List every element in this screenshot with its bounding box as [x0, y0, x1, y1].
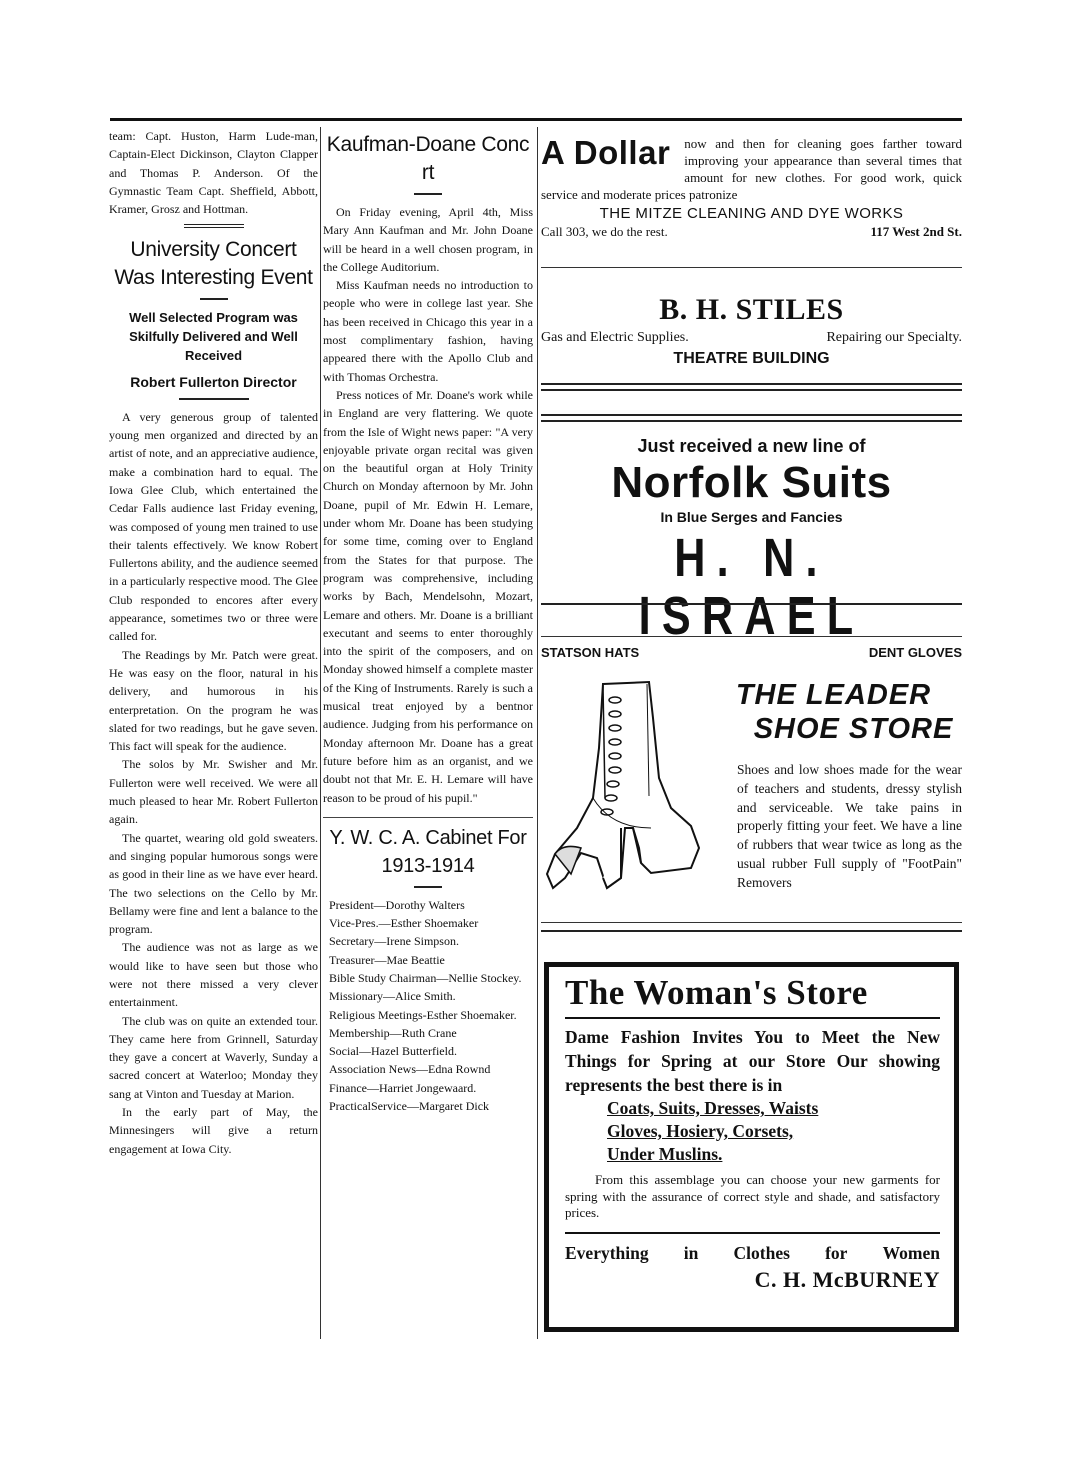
- ad-leader-shoe-store: [541, 678, 962, 908]
- divider: [179, 398, 249, 400]
- column-university-concert: [109, 127, 318, 1158]
- divider: [414, 886, 442, 888]
- column-rule: [320, 127, 321, 1339]
- headline-ywca-cabinet: Y. W. C. A. Cabinet For 1913-1914: [329, 826, 527, 877]
- tagline-word: for: [825, 1242, 848, 1263]
- page-top-rule: [110, 118, 962, 121]
- cabinet-member: Missionary—Alice Smith.: [329, 989, 456, 1004]
- cabinet-member: Vice-Pres.—Esther Shoemaker: [329, 916, 479, 931]
- ad-leader-title: [705, 678, 962, 746]
- ad-israel-norfolk: [541, 436, 962, 660]
- divider: [323, 817, 533, 818]
- ad-stiles-repairing: Repairing our Specialty.: [826, 330, 962, 345]
- ad-womans-store-intro: Dame Fashion Invites You to Meet the New Things for Spring at our Store Our showing represents the best there is in: [565, 1027, 940, 1095]
- ad-norfolk-headline: Norfolk Suits: [611, 458, 892, 507]
- ad-separator: [541, 922, 962, 923]
- ad-stiles-name: B. H. STILES: [659, 293, 844, 326]
- ad-dollar-phone: Call 303, we do the rest.: [541, 224, 668, 239]
- ad-stiles-row: [541, 330, 962, 346]
- ad-dollar-text: now and then for cleaning goes farther toward improving your appearance than several times that amount for new clothes. For good work, quick service and moderate prices patronize: [541, 136, 962, 202]
- tagline-word: in: [683, 1242, 699, 1263]
- cabinet-member: Social—Hazel Butterfield.: [329, 1044, 457, 1059]
- subheadline-program: Well Selected Program was Skilfully Delivered and Well Received: [129, 310, 298, 364]
- cabinet-member: Secretary—Irene Simpson.: [329, 934, 459, 949]
- headline-university-concert: University Concert Was Interesting Event: [114, 238, 313, 290]
- ad-norfolk-hats: STATSON HATS: [541, 645, 640, 660]
- article-paragraph: The Readings by Mr. Patch were great. He was easy on the floor, natural in his delivery, and humorous in his enterpretation. On the program he was slated for two readings, but he gave seven. This fact will speak for the audience.: [109, 647, 318, 754]
- tagline-word: Clothes: [733, 1242, 790, 1263]
- ad-womans-store-items: [607, 1097, 940, 1166]
- ad-leader-text: Shoes and low shoes made for the wear of teachers and students, dressy stylish and serviceable. We take pains in properly fitting your feet. We have a line of rubbers that wear twice as long as the usual rubber Full supply of "FootPain" Removers: [737, 762, 962, 890]
- divider: [184, 224, 244, 228]
- divider: [200, 298, 228, 300]
- divider: [565, 1017, 940, 1019]
- cabinet-member: Religious Meetings-Esther Shoemaker.: [329, 1007, 517, 1022]
- article-paragraph: The club was on quite an extended tour. They came here from Grinnell, Saturday they gave a concert at Waverly, Sunday a sacred concert at Waterloo; Monday they sang at Vinton and Tuesday at Marion.: [109, 1013, 318, 1101]
- column-rule: [537, 127, 538, 1339]
- subheadline-director: Robert Fullerton Director: [130, 374, 297, 391]
- boot-illustration: [541, 678, 701, 898]
- article-paragraph: A very generous group of talented young men organized and directed by an artist of note, and an appreciative audience, make a combination hard to equal. The Iowa Glee Club, which entertained the Cedar Falls audience last Friday evening, was composed of young men trained to use their talents effectively. We know Robert Fullertons ability, and the audience seemed in a particularly respective mood. The Glee Club responded to encores after every appearance, sometimes two or three were called for.: [109, 409, 318, 644]
- divider: [565, 1232, 940, 1234]
- ad-womans-store: [544, 962, 959, 1332]
- ad-israel-name: H. N. ISRAEL: [638, 528, 865, 646]
- ad-separator: [541, 267, 962, 268]
- ad-dollar-address: 117 West 2nd St.: [870, 224, 962, 239]
- ad-separator: [541, 636, 962, 637]
- cabinet-member: Bible Study Chairman—Nellie Stockey.: [329, 970, 522, 985]
- ad-separator: [541, 603, 962, 605]
- ad-separator: [541, 414, 962, 416]
- ad-dollar-headline: A Dollar: [541, 134, 671, 171]
- tagline-word: Women: [882, 1242, 940, 1263]
- ad-womans-store-owner: C. H. McBURNEY: [754, 1266, 940, 1292]
- ad-dollar-footer: [541, 224, 962, 240]
- ad-stiles-building: THEATRE BUILDING: [673, 350, 830, 367]
- article-paragraph: The solos by Mr. Swisher and Mr. Fullerton were well received. We were all much pleased to hear Mr. Robert Fullerton again.: [109, 757, 318, 827]
- ad-separator: [541, 389, 962, 391]
- ad-norfolk-footer: [541, 645, 962, 660]
- ad-separator: [541, 930, 962, 932]
- tagline-word: Everything: [565, 1242, 649, 1263]
- ad-separator: [541, 383, 962, 385]
- ad-stiles-supplies: Gas and Electric Supplies.: [541, 330, 689, 345]
- ad-norfolk-gloves: DENT GLOVES: [868, 645, 962, 660]
- cabinet-list: [323, 896, 533, 1116]
- ad-leader-title-line1: THE LEADER: [735, 679, 932, 711]
- team-list-paragraph: team: Capt. Huston, Harm Lude-man, Captain-Elect Dickinson, Clayton Clapper and Thomas P. Anderson. Of the Gymnastic Team Capt. Sheffield, Abbott, Kramer, Grosz and Hottman.: [109, 129, 318, 217]
- divider: [414, 193, 442, 195]
- ad-stiles: [541, 292, 962, 368]
- cabinet-member: Membership—Ruth Crane: [329, 1025, 457, 1040]
- ad-separator: [541, 420, 962, 422]
- ad-womans-store-body: From this assemblage you can choose your new garments for spring with the assurance of correct style and shade, and satisfactory prices.: [565, 1172, 940, 1220]
- article-paragraph: The quartet, wearing old gold sweaters. and singing popular humorous songs were as good in their line as we have ever heard. The two selections on the Cello by Mr. Bellamy were fine and lent a balance to the program.: [109, 830, 318, 937]
- cabinet-member: President—Dorothy Walters: [329, 897, 465, 912]
- ad-item-line: Gloves, Hosiery, Corsets,: [607, 1121, 794, 1141]
- ad-leader-title-line2: SHOE STORE: [753, 713, 954, 745]
- ad-womans-store-tagline: [565, 1240, 940, 1266]
- article-paragraph: Press notices of Mr. Doane's work while in England are very flattering. We quote from the Isle of Wight news paper: "A very enjoyable private organ recital was given on the beautiful organ at Holy Trinity Church on Monday afternoon by Mr. John Doane, pupil of Mr. Edwin H. Lemare, under whom Mr. Doane has been studying for some time, coming over to England from the States for that purpose. The program was comprehensive, including works by Bach, Mendelsohn, Mozart, Lemare and others. Mr. Doane is a brilliant executant and seems to enter thoroughly into the spirit of the composers, and on Monday showed himself a complete master of the King of Instruments. Rarely is such a musical treat enjoyed by a bentnor audience. Judging from his performance on Monday afternoon Mr. Doane has a great future before him as an organist, and we doubt not that Mr. E. H. Lemare will have reason to be proud of his pupil.": [323, 387, 533, 805]
- cabinet-member: PracticalService—Margaret Dick: [329, 1099, 490, 1114]
- ad-dollar-firm: THE MITZE CLEANING AND DYE WORKS: [599, 205, 904, 222]
- article-paragraph: Miss Kaufman needs no introduction to people who were in college last year. She has been received in Chicago this year in a most complimentary fashion, having appeared there with the Apollo Club and with Thomas Orchestra.: [323, 278, 533, 384]
- article-paragraph: The audience was not as large as we would like to have seen but those who were not there missed a very clever entertainment.: [109, 940, 318, 1010]
- ad-womans-store-title: The Woman's Store: [565, 973, 868, 1012]
- article-paragraph: In the early part of May, the Minnesingers will give a return engagement at Iowa City.: [109, 1105, 318, 1156]
- cabinet-member: Finance—Harriet Jongewaard.: [329, 1080, 477, 1095]
- ad-norfolk-subline: In Blue Serges and Fancies: [660, 509, 843, 525]
- article-paragraph: On Friday evening, April 4th, Miss Mary Ann Kaufman and Mr. John Doane will be heard in a well chosen program, in the College Auditorium.: [323, 205, 533, 274]
- ad-norfolk-intro: Just received a new line of: [637, 436, 866, 456]
- headline-kaufman-doane: Kaufman-Doane Conc rt: [326, 133, 530, 184]
- cabinet-member: Association News—Edna Rownd: [329, 1062, 491, 1077]
- ad-mitze-cleaning: [541, 135, 962, 240]
- column-kaufman-doane: [323, 127, 533, 1115]
- cabinet-member: Treasurer—Mae Beattie: [329, 952, 445, 967]
- ad-item-line: Under Muslins.: [607, 1144, 723, 1164]
- ad-item-line: Coats, Suits, Dresses, Waists: [607, 1098, 819, 1118]
